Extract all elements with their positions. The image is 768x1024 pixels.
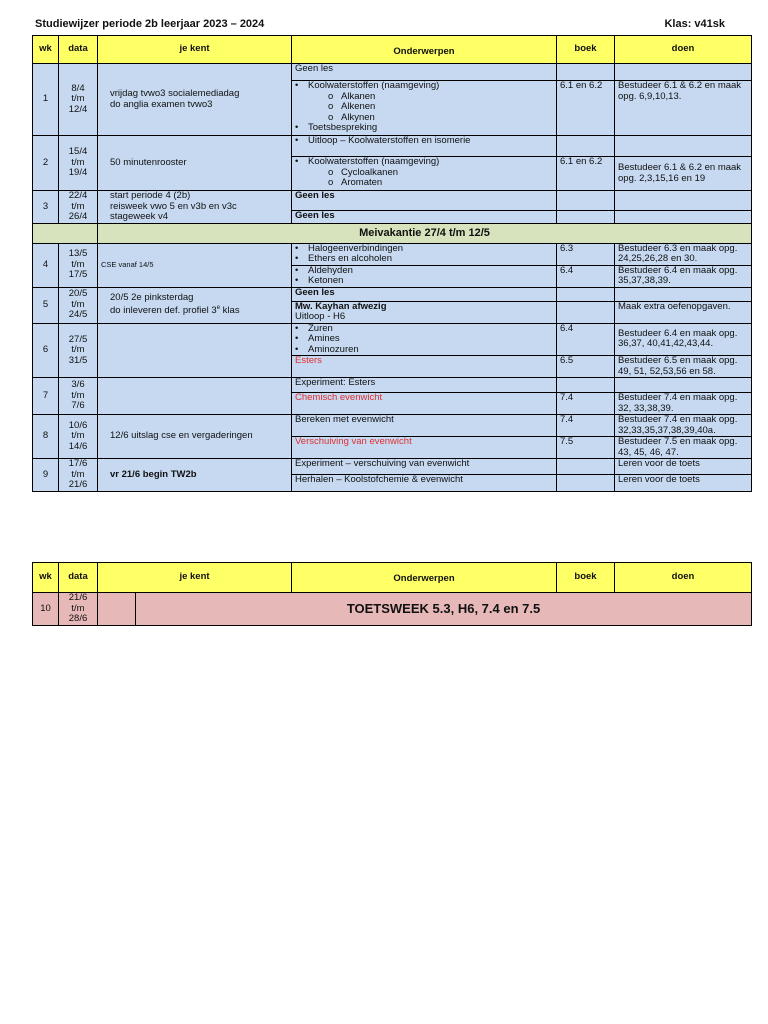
col-header-doen: doen bbox=[615, 36, 752, 64]
topic-cell: Geen les bbox=[292, 64, 557, 81]
topic-cell: Geen les bbox=[292, 211, 557, 223]
vacation-spacer bbox=[33, 223, 98, 243]
todo-cell: Leren voor de toets bbox=[615, 459, 752, 475]
book-cell bbox=[557, 474, 615, 491]
topic-cell: Geen les bbox=[292, 191, 557, 211]
book-cell: 6.3 bbox=[557, 243, 615, 265]
table-row bbox=[33, 136, 752, 157]
col-header-wk: wk bbox=[33, 36, 59, 64]
week-dates: 17/6 t/m 21/6 bbox=[59, 459, 98, 492]
week-number: 1 bbox=[33, 64, 59, 136]
todo-cell: Leren voor de toets bbox=[615, 474, 752, 491]
je-kent-cell: start periode 4 (2b) reisweek vwo 5 en v3b en v3c stageweek v4 bbox=[98, 191, 292, 224]
toetsweek-table bbox=[32, 562, 752, 626]
book-cell bbox=[557, 136, 615, 157]
book-cell: 6.5 bbox=[557, 356, 615, 378]
week-dates: 13/5 t/m 17/5 bbox=[59, 243, 98, 287]
table-header-row bbox=[33, 36, 752, 64]
topic-cell: Bereken met evenwicht bbox=[292, 415, 557, 437]
todo-cell bbox=[615, 211, 752, 223]
week-number: 6 bbox=[33, 323, 59, 378]
todo-cell: Bestudeer 7.5 en maak opg. 43, 45, 46, 47. bbox=[615, 437, 752, 459]
table-row bbox=[33, 64, 752, 81]
topic-cell: Esters bbox=[292, 356, 557, 378]
table-row bbox=[33, 287, 752, 301]
book-cell bbox=[557, 459, 615, 475]
week-number: 4 bbox=[33, 243, 59, 287]
week-number: 9 bbox=[33, 459, 59, 492]
col-header-data: data bbox=[59, 563, 98, 593]
week-number: 10 bbox=[33, 593, 59, 626]
table-row bbox=[33, 243, 752, 265]
topic-cell: • Koolwaterstoffen (naamgeving) o Cycloalkanen o Aromaten bbox=[292, 157, 557, 191]
topic-cell: • Uitloop – Koolwaterstoffen en isomerie bbox=[292, 136, 557, 157]
col-header-wk: wk bbox=[33, 563, 59, 593]
je-kent-cell: vr 21/6 begin TW2b bbox=[98, 459, 292, 492]
todo-cell bbox=[615, 287, 752, 301]
topic-cell: Verschuiving van evenwicht bbox=[292, 437, 557, 459]
week-number: 7 bbox=[33, 378, 59, 415]
schedule-table bbox=[32, 35, 752, 492]
vacation-row bbox=[33, 223, 752, 243]
book-cell bbox=[557, 301, 615, 323]
topic-cell: Experiment – verschuiving van evenwicht bbox=[292, 459, 557, 475]
week-number: 3 bbox=[33, 191, 59, 224]
topic-cell: Herhalen – Koolstofchemie & evenwicht bbox=[292, 474, 557, 491]
book-cell bbox=[557, 211, 615, 223]
topic-cell: Geen les bbox=[292, 287, 557, 301]
week-number: 8 bbox=[33, 415, 59, 459]
week-dates: 21/6 t/m 28/6 bbox=[59, 593, 98, 626]
week-dates: 3/6 t/m 7/6 bbox=[59, 378, 98, 415]
todo-cell: Bestudeer 6.1 & 6.2 en maak opg. 2,3,15,16 en 19 bbox=[615, 157, 752, 191]
book-cell bbox=[557, 64, 615, 81]
table-row bbox=[33, 191, 752, 211]
vacation-label: Meivakantie 27/4 t/m 12/5 bbox=[98, 223, 752, 243]
todo-cell bbox=[615, 136, 752, 157]
table-row bbox=[33, 459, 752, 475]
topic-cell: Experiment: Esters bbox=[292, 378, 557, 393]
week-dates: 27/5 t/m 31/5 bbox=[59, 323, 98, 378]
class-label: Klas: v41sk bbox=[664, 18, 725, 30]
week-dates: 22/4 t/m 26/4 bbox=[59, 191, 98, 224]
je-kent-cell bbox=[98, 593, 136, 626]
book-cell: 7.5 bbox=[557, 437, 615, 459]
todo-cell: Bestudeer 6.1 & 6.2 en maak opg. 6,9,10,13. bbox=[615, 81, 752, 136]
todo-cell: Bestudeer 7.4 en maak opg. 32, 33,38,39. bbox=[615, 393, 752, 415]
week-dates: 8/4 t/m 12/4 bbox=[59, 64, 98, 136]
todo-cell: Bestudeer 6.4 en maak opg. 35,37,38,39. bbox=[615, 265, 752, 287]
topic-cell: • Aldehyden • Ketonen bbox=[292, 265, 557, 287]
col-header-onderwerpen: Onderwerpen bbox=[292, 36, 557, 64]
book-cell: 6.4 bbox=[557, 265, 615, 287]
page-title: Studiewijzer periode 2b leerjaar 2023 – 2024 bbox=[35, 18, 265, 30]
col-header-boek: boek bbox=[557, 36, 615, 64]
todo-cell: Maak extra oefenopgaven. bbox=[615, 301, 752, 323]
je-kent-cell: vrijdag tvwo3 socialemediadag do anglia examen tvwo3 bbox=[98, 64, 292, 136]
week-dates: 15/4 t/m 19/4 bbox=[59, 136, 98, 191]
week-dates: 20/5 t/m 24/5 bbox=[59, 287, 98, 323]
table-row bbox=[33, 323, 752, 356]
todo-cell: Bestudeer 6.5 en maak opg. 49, 51, 52,53,56 en 58. bbox=[615, 356, 752, 378]
toetsweek-label: TOETSWEEK 5.3, H6, 7.4 en 7.5 bbox=[136, 593, 752, 626]
book-cell: 6.1 en 6.2 bbox=[557, 81, 615, 136]
topic-cell: Chemisch evenwicht bbox=[292, 393, 557, 415]
topic-cell: • Koolwaterstoffen (naamgeving) o Alkanen o Alkenen o Alkynen • Toetsbespreking bbox=[292, 81, 557, 136]
table-row bbox=[33, 415, 752, 437]
col-header-doen: doen bbox=[615, 563, 752, 593]
week-number: 5 bbox=[33, 287, 59, 323]
todo-cell bbox=[615, 64, 752, 81]
todo-cell: Bestudeer 6.3 en maak opg. 24,25,26,28 en 30. bbox=[615, 243, 752, 265]
je-kent-cell: 20/5 2e pinksterdag do inleveren def. profiel 3e klas bbox=[98, 287, 292, 323]
col-header-onderwerpen: Onderwerpen bbox=[292, 563, 557, 593]
je-kent-cell: 50 minutenrooster bbox=[98, 136, 292, 191]
col-header-boek: boek bbox=[557, 563, 615, 593]
toetsweek-row bbox=[33, 593, 752, 626]
book-cell bbox=[557, 191, 615, 211]
topic-cell: • Zuren • Amines • Aminozuren bbox=[292, 323, 557, 356]
table-header-row bbox=[33, 563, 752, 593]
topic-cell: • Halogeenverbindingen • Ethers en alcoholen bbox=[292, 243, 557, 265]
book-cell: 7.4 bbox=[557, 415, 615, 437]
col-header-je-kent: je kent bbox=[98, 36, 292, 64]
book-cell: 7.4 bbox=[557, 393, 615, 415]
week-dates: 10/6 t/m 14/6 bbox=[59, 415, 98, 459]
todo-cell bbox=[615, 191, 752, 211]
week-number: 2 bbox=[33, 136, 59, 191]
todo-cell bbox=[615, 378, 752, 393]
je-kent-cell: 12/6 uitslag cse en vergaderingen bbox=[98, 415, 292, 459]
je-kent-cell: CSE vanaf 14/5 bbox=[98, 243, 292, 287]
topic-cell: Mw. Kayhan afwezig Uitloop - H6 bbox=[292, 301, 557, 323]
book-cell: 6.1 en 6.2 bbox=[557, 157, 615, 191]
book-cell bbox=[557, 378, 615, 393]
book-cell: 6.4 bbox=[557, 323, 615, 356]
todo-cell: Bestudeer 6.4 en maak opg. 36,37, 40,41,42,43,44. bbox=[615, 323, 752, 356]
je-kent-cell bbox=[98, 323, 292, 378]
col-header-data: data bbox=[59, 36, 98, 64]
table-row bbox=[33, 378, 752, 393]
book-cell bbox=[557, 287, 615, 301]
todo-cell: Bestudeer 7.4 en maak opg. 32,33,35,37,38,39,40a. bbox=[615, 415, 752, 437]
je-kent-cell bbox=[98, 378, 292, 415]
col-header-je-kent: je kent bbox=[98, 563, 292, 593]
page-header bbox=[35, 18, 725, 32]
